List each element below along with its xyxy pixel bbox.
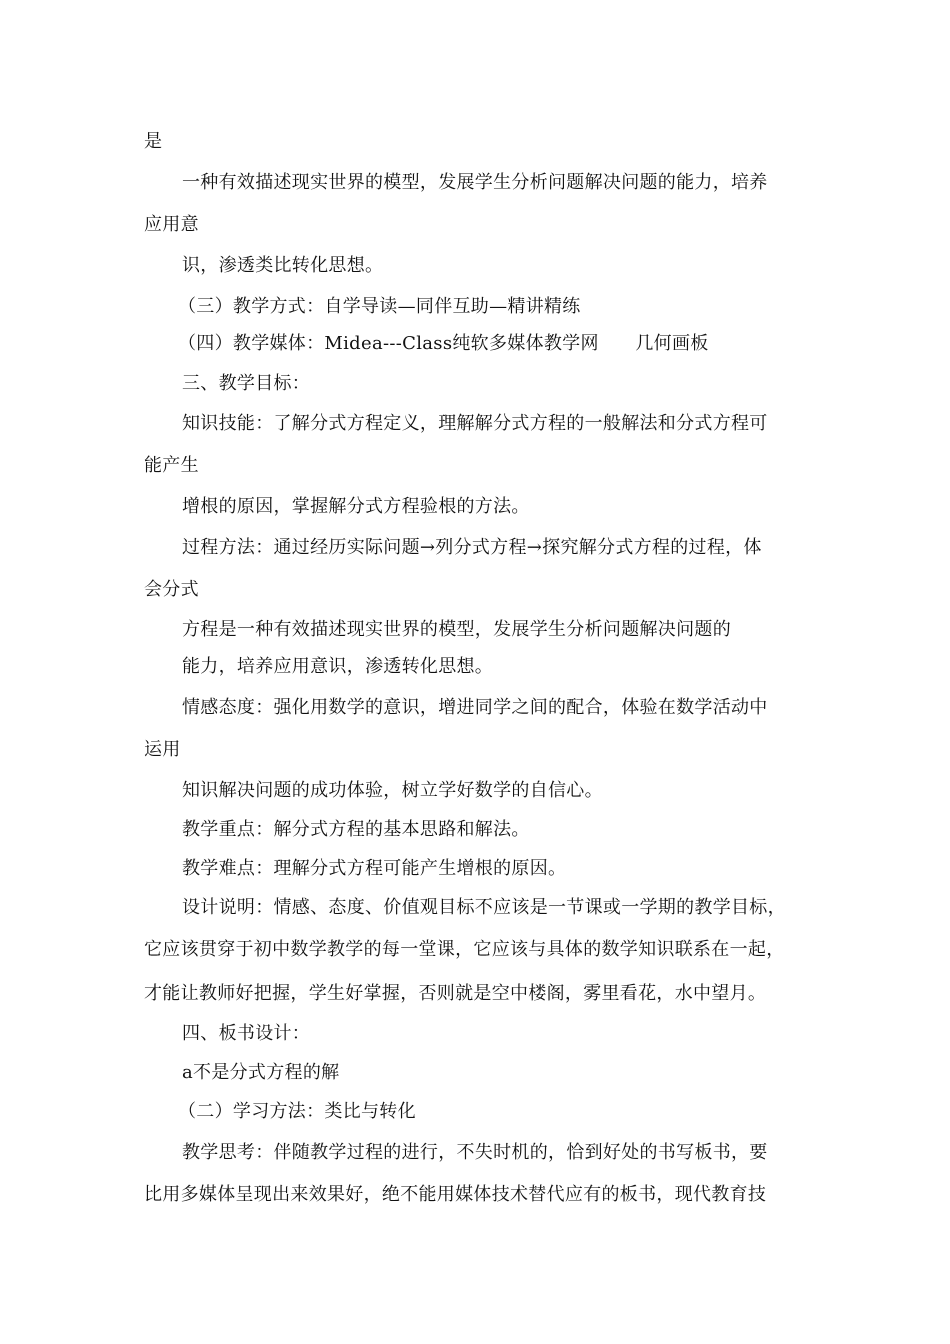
text-line-6: （四）教学媒体：Midea---Class纯软多媒体教学网 几何画板 — [178, 333, 709, 354]
text-line-16: 运用 — [144, 739, 181, 760]
text-line-10: 增根的原因，掌握解分式方程验根的方法。 — [182, 496, 530, 517]
text-line-27: 比用多媒体呈现出来效果好，绝不能用媒体技术替代应有的板书，现代教育技 — [144, 1184, 767, 1205]
text-line-26: 教学思考：伴随教学过程的进行，不失时机的，恰到好处的书写板书，要 — [182, 1142, 768, 1163]
text-line-5: （三）教学方式：自学导读—同伴互助—精讲精练 — [178, 296, 581, 317]
text-line-22: 才能让教师好把握，学生好掌握，否则就是空中楼阁，雾里看花，水中望月。 — [144, 983, 767, 1004]
text-line-2: 一种有效描述现实世界的模型，发展学生分析问题解决问题的能力，培养 — [182, 172, 768, 193]
text-line-9: 能产生 — [144, 455, 199, 476]
text-line-8: 知识技能：了解分式方程定义，理解解分式方程的一般解法和分式方程可 — [182, 413, 768, 434]
text-line-25: （二）学习方法：类比与转化 — [178, 1101, 416, 1122]
text-line-3: 应用意 — [144, 214, 199, 235]
text-line-4: 识，渗透类比转化思想。 — [182, 255, 384, 276]
text-line-11: 过程方法：通过经历实际问题→列分式方程→探究解分式方程的过程，体 — [182, 537, 762, 558]
text-line-7: 三、教学目标： — [182, 373, 311, 394]
text-line-23: 四、板书设计： — [182, 1023, 311, 1044]
text-line-14: 能力，培养应用意识，渗透转化思想。 — [182, 656, 494, 677]
text-line-18: 教学重点：解分式方程的基本思路和解法。 — [182, 819, 530, 840]
text-line-13: 方程是一种有效描述现实世界的模型，发展学生分析问题解决问题的 — [182, 619, 731, 640]
text-line-24: a不是分式方程的解 — [182, 1062, 340, 1083]
text-line-21: 它应该贯穿于初中数学教学的每一堂课，它应该与具体的数学知识联系在一起， — [144, 939, 785, 960]
text-line-19: 教学难点：理解分式方程可能产生增根的原因。 — [182, 858, 567, 879]
text-line-17: 知识解决问题的成功体验，树立学好数学的自信心。 — [182, 780, 603, 801]
text-line-12: 会分式 — [144, 579, 199, 600]
text-line-20: 设计说明：情感、态度、价值观目标不应该是一节课或一学期的教学目标， — [182, 897, 786, 918]
text-line-1: 是 — [144, 131, 163, 152]
text-line-15: 情感态度：强化用数学的意识，增进同学之间的配合，体验在数学活动中 — [182, 697, 768, 718]
